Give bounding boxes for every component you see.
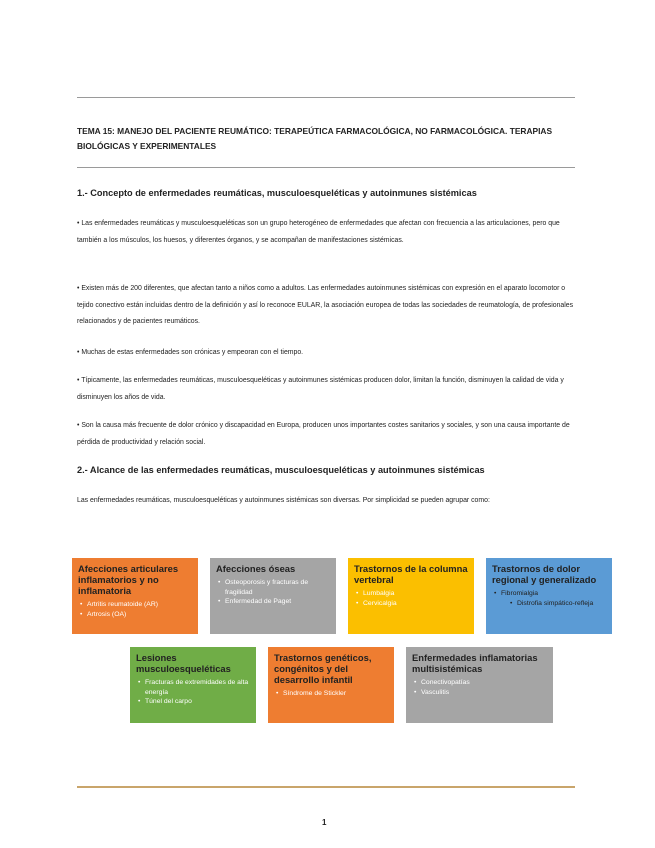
box-title: Trastornos de la columna vertebral — [354, 563, 468, 585]
box-title: Trastornos de dolor regional y generalizado — [492, 563, 597, 585]
top-rule — [77, 97, 575, 98]
box-title: Afecciones óseas — [216, 563, 296, 574]
box-title: Lesiones musculoesqueléticas — [136, 652, 231, 674]
footer-rule — [77, 786, 575, 788]
box-item: • Fracturas de extremidades de alta energía — [145, 678, 250, 697]
section1-heading: 1.- Concepto de enfermedades reumáticas, musculoesqueléticas y autoinmunes sistémicas — [77, 188, 477, 198]
document-title: TEMA 15: MANEJO DEL PACIENTE REUMÁTICO: TERAPEÚTICA FARMACOLÓGICA, NO FARMACOLÓGICA. TERAPIAS BIOLÓGICAS Y EXPERIMENTALES — [77, 126, 553, 151]
box-item: • Conectivopatías — [421, 678, 547, 688]
title-rule — [77, 167, 575, 168]
box-item: • Cervicalgia — [363, 599, 468, 609]
paragraph-1: • Las enfermedades reumáticas y musculoesqueléticas son un grupo heterogéneo de enfermedades que afectan con frecuencia a las articulaciones, pero que también a los músculos, los huesos, y diferentes órganos, y se acompañan de manifestaciones sistémicas. — [77, 220, 560, 244]
box-dolor — [486, 558, 612, 634]
box-item: • Enfermedad de Paget — [225, 597, 330, 607]
box-columna — [348, 558, 474, 634]
paragraph-3: • Muchas de estas enfermedades son crónicas y empeoran con el tiempo. — [77, 349, 304, 356]
section2-heading: 2.- Alcance de las enfermedades reumáticas, musculoesqueléticas y autoinmunes sistémicas — [77, 465, 485, 475]
box-item: • Artrosis (OA) — [87, 610, 192, 620]
box-item: • Síndrome de Stickler — [283, 689, 388, 699]
box-title: Enfermedades inflamatorias multisistémicas — [412, 652, 538, 674]
paragraph-4: • Típicamente, las enfermedades reumáticas, musculoesqueléticas y autoinmunes sistémicas producen dolor, limitan la función, disminuyen la calidad de vida y disminuyen los años de vida. — [77, 377, 564, 401]
box-title: Trastornos genéticos, congénitos y del desarrollo infantil — [274, 652, 372, 685]
paragraph-5: • Son la causa más frecuente de dolor crónico y discapacidad en Europa, producen unos importantes costes sanitarios y sociales, y son una causa importante de pérdida de productividad y relación social. — [77, 422, 570, 446]
box-geneticos — [268, 647, 394, 723]
paragraph-2: • Existen más de 200 diferentes, que afectan tanto a niños como a adultos. Las enfermedades autoinmunes sistémicas con expresión en el aparato locomotor o tejido conectivo están incluidas dentro de la definición y así lo reconoce EULAR, la asociación europea de todas las sociedades de reumatología, de profesionales relacionados y de pacientes reumáticos. — [77, 285, 574, 325]
box-subitem: • Distrofia simpático-refleja — [517, 599, 606, 609]
box-item: • Osteoporosis y fracturas de fragilidad — [225, 578, 330, 597]
box-articulares — [72, 558, 198, 634]
box-item: • Fibromialgia — [501, 589, 606, 599]
box-lesiones — [130, 647, 256, 723]
box-item: • Túnel del carpo — [145, 697, 250, 707]
box-multisistemicas — [406, 647, 553, 723]
box-oseas — [210, 558, 336, 634]
page-number: 1 — [322, 818, 327, 827]
section2-intro: Las enfermedades reumáticas, musculoesqueléticas y autoinmunes sistémicas son diversas. Por simplicidad se pueden agrupar como: — [77, 497, 490, 504]
box-item: • Artritis reumatoide (AR) — [87, 600, 192, 610]
box-title: Afecciones articulares inflamatorios y no inflamatoria — [78, 563, 179, 596]
box-item: • Lumbalgia — [363, 589, 468, 599]
box-item: • Vasculitis — [421, 688, 547, 698]
